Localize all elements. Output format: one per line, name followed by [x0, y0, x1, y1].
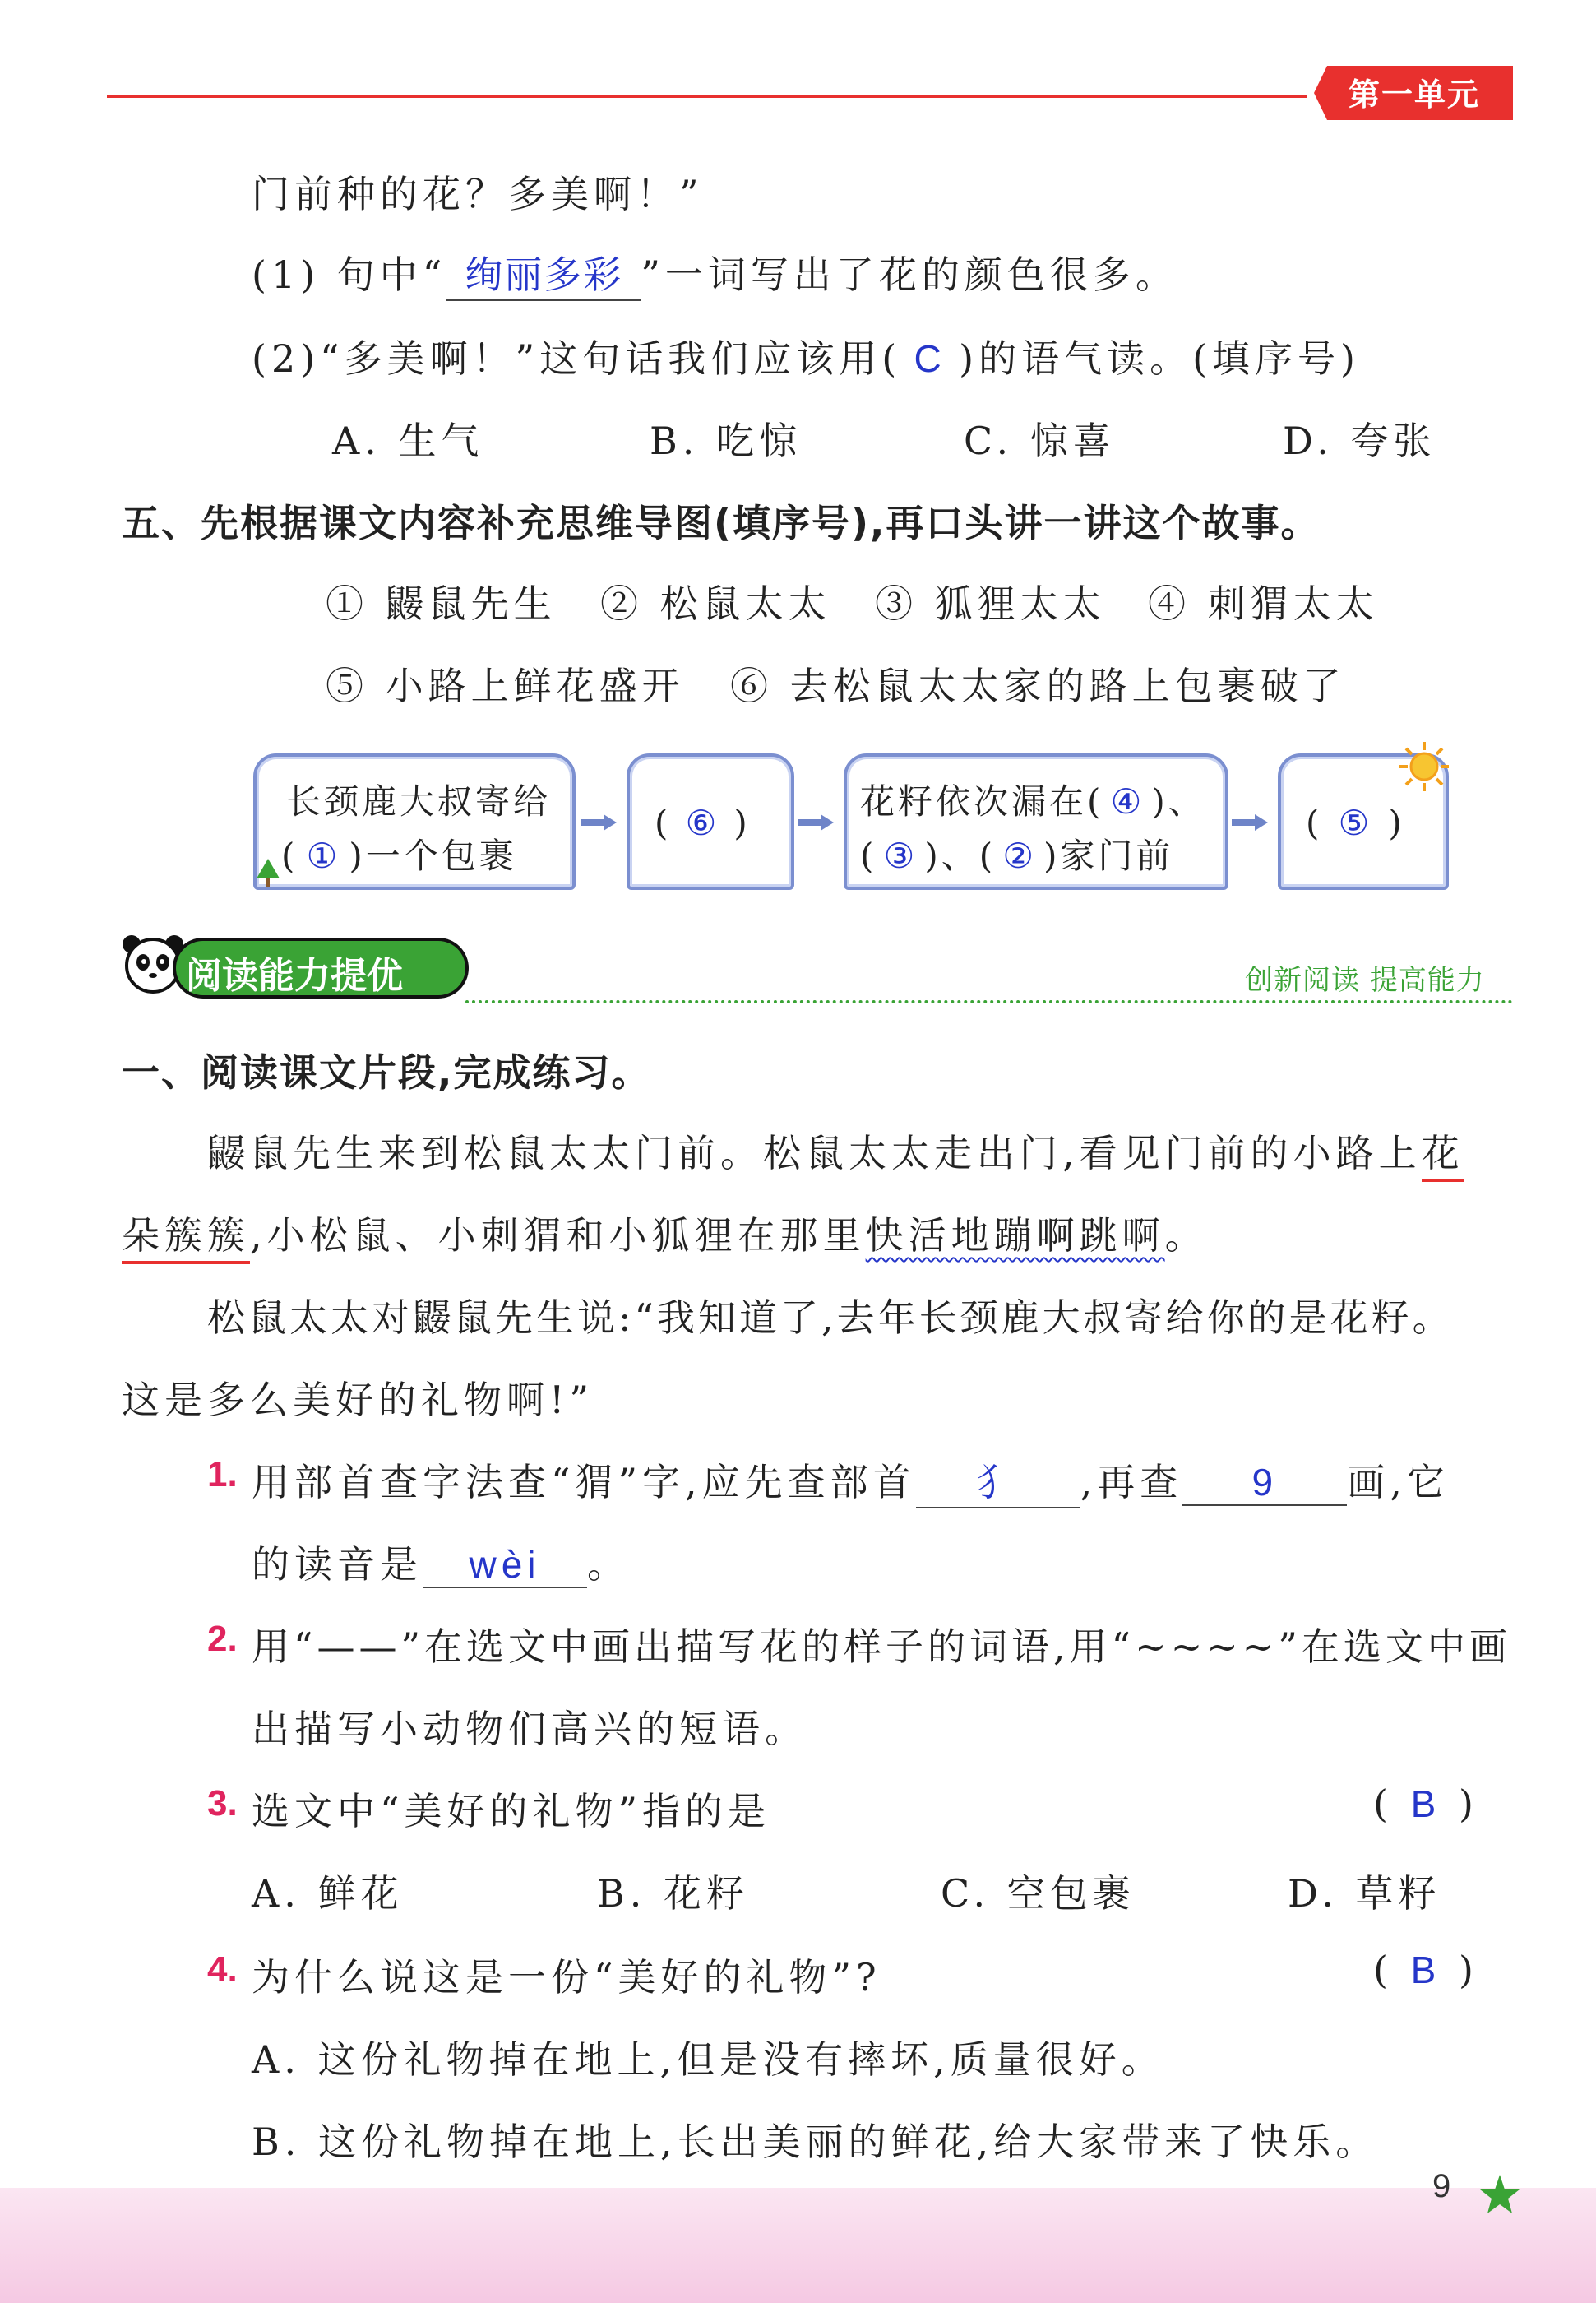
question-text: 为什么说这是一份“美好的礼物”?	[252, 1955, 881, 1999]
box-text: 花籽依次漏在(	[860, 781, 1104, 822]
answer-text: ⑥	[685, 803, 720, 843]
box-text-line2: ( ③ )、( ② )家门前	[860, 836, 1174, 876]
question-text: 出描写小动物们高兴的短语。	[252, 1707, 807, 1751]
question-text: 的读音是	[252, 1542, 423, 1587]
section-title: 一、阅读课文片段,完成练习。	[122, 1050, 651, 1095]
option: D. 草籽	[1288, 1871, 1441, 1916]
box-text: ( ⑤ )	[1306, 803, 1405, 843]
option: B. 吃惊	[650, 419, 803, 463]
box-text: 一个包裹	[365, 836, 517, 876]
star-icon	[1477, 2171, 1523, 2217]
choice: ③ 狐狸太太	[875, 582, 1106, 626]
subquestion-1-prefix: (1) 句中“	[252, 253, 447, 297]
banner-title: 阅读能力提优	[186, 955, 403, 997]
box-text: 长颈鹿大叔寄给	[286, 781, 552, 822]
passage-line: 门前种的花？多美啊！”	[252, 172, 704, 216]
question-text: 选文中“美好的礼物”指的是	[252, 1789, 771, 1833]
option: C. 空包裹	[941, 1871, 1136, 1916]
underlined-text: 花	[1422, 1131, 1464, 1182]
footer-band	[0, 2188, 1596, 2303]
option: B. 花籽	[597, 1871, 750, 1916]
box-text: )家门前	[1043, 836, 1174, 876]
answer-text: B	[1410, 1782, 1441, 1825]
option: B. 这份礼物掉在地上,长出美丽的鲜花,给大家带来了快乐。	[252, 2120, 1379, 2164]
answer-text: C	[914, 337, 946, 380]
banner-dotted-line	[465, 1000, 1513, 1003]
subquestion-1	[252, 245, 1178, 301]
choice: ⑥ 去松鼠太太家的路上包裹破了	[730, 664, 1346, 708]
answer-blank[interactable]	[423, 1542, 587, 1588]
answer-text: 绚丽多彩	[465, 253, 623, 296]
banner-slogan: 创新阅读 提高能力	[1245, 964, 1485, 997]
unit-label: 第一单元	[1349, 76, 1481, 113]
choice: ② 松鼠太太	[600, 582, 831, 626]
header-line	[107, 95, 1307, 98]
answer-text: wèi	[469, 1543, 541, 1586]
question-1	[252, 1453, 1450, 1508]
answer-text: ①	[306, 836, 341, 876]
box-text-line2: ( ① )一个包裹	[281, 836, 517, 876]
choice: ① 鼹鼠先生	[326, 582, 557, 626]
answer-text: ③	[883, 836, 918, 876]
subquestion-1-suffix: ”一词写出了花的颜色很多。	[641, 253, 1178, 297]
mindmap-box-3	[844, 753, 1228, 890]
mindmap-box-2	[627, 753, 794, 890]
underlined-text: 朵簇簇	[122, 1213, 250, 1264]
answer-text: 犭	[976, 1460, 1020, 1504]
question-text: 画,它	[1347, 1460, 1450, 1504]
passage-line: 松鼠太太对鼹鼠先生说:“我知道了,去年长颈鹿大叔寄给你的是花籽。	[207, 1295, 1454, 1340]
option: C. 惊喜	[964, 419, 1116, 463]
answer-text: ④	[1110, 781, 1145, 822]
answer-blank[interactable]	[1182, 1460, 1347, 1506]
answer-text: ⑤	[1338, 803, 1373, 843]
box-text: )、	[1151, 781, 1206, 822]
question-number: 4.	[207, 1949, 238, 1990]
answer-bracket: ( B )	[1373, 1948, 1478, 1992]
box-text: ( ⑥ )	[655, 803, 751, 843]
page-number: 9	[1432, 2168, 1451, 2204]
answer-text: B	[1410, 1949, 1441, 1991]
answer-text: ②	[1002, 836, 1037, 876]
answer-blank[interactable]	[916, 1453, 1080, 1508]
option: D. 夸张	[1283, 419, 1436, 463]
option: A. 鲜花	[252, 1871, 404, 1916]
question-1-line2	[252, 1535, 630, 1589]
subquestion-2-suffix: )的语气读。(填序号)	[959, 336, 1360, 381]
choice: ⑤ 小路上鲜花盛开	[326, 664, 685, 708]
tree-icon	[252, 855, 285, 888]
subquestion-2	[252, 329, 1360, 383]
box-text-line1	[860, 775, 1206, 824]
question-number: 1.	[207, 1454, 238, 1494]
passage-line	[207, 1124, 1464, 1178]
passage-text: ,小松鼠、小刺猬和小狐狸在那里	[250, 1213, 866, 1258]
subquestion-2-prefix: (2)“多美啊！”这句话我们应该用(	[252, 336, 902, 381]
question-text: ,再查	[1080, 1460, 1183, 1504]
passage-text: 鼹鼠先生来到松鼠太太门前。松鼠太太走出门,看见门前的小路上	[207, 1131, 1422, 1175]
sun-icon	[1398, 740, 1450, 793]
answer-text: 9	[1251, 1461, 1279, 1504]
choice: ④ 刺猬太太	[1148, 582, 1379, 626]
question-text: 用“——”在选文中画出描写花的样子的词语,用“~~~~”在选文中画	[252, 1624, 1511, 1669]
arrow-icon	[1232, 814, 1268, 831]
arrow-icon	[798, 814, 834, 831]
question-number: 3.	[207, 1783, 238, 1823]
passage-line: 这是多么美好的礼物啊!”	[122, 1378, 594, 1422]
question-number: 2.	[207, 1619, 238, 1659]
question-text: 用部首查字法查“猬”字,应先查部首	[252, 1460, 916, 1504]
wavy-underlined-text: 快活地蹦啊跳啊	[865, 1213, 1165, 1258]
option: A. 生气	[332, 419, 484, 463]
mindmap-box-1	[253, 753, 576, 890]
passage-text: 。	[1164, 1213, 1208, 1258]
answer-blank[interactable]	[446, 245, 641, 301]
arrow-icon	[581, 814, 617, 831]
option: A. 这份礼物掉在地上,但是没有摔坏,质量很好。	[252, 2037, 1164, 2082]
passage-line	[122, 1206, 1208, 1260]
section-title: 五、先根据课文内容补充思维导图(填序号),再口头讲一讲这个故事。	[122, 501, 1321, 545]
answer-bracket: ( B )	[1373, 1782, 1478, 1826]
question-text: 。	[587, 1542, 630, 1587]
